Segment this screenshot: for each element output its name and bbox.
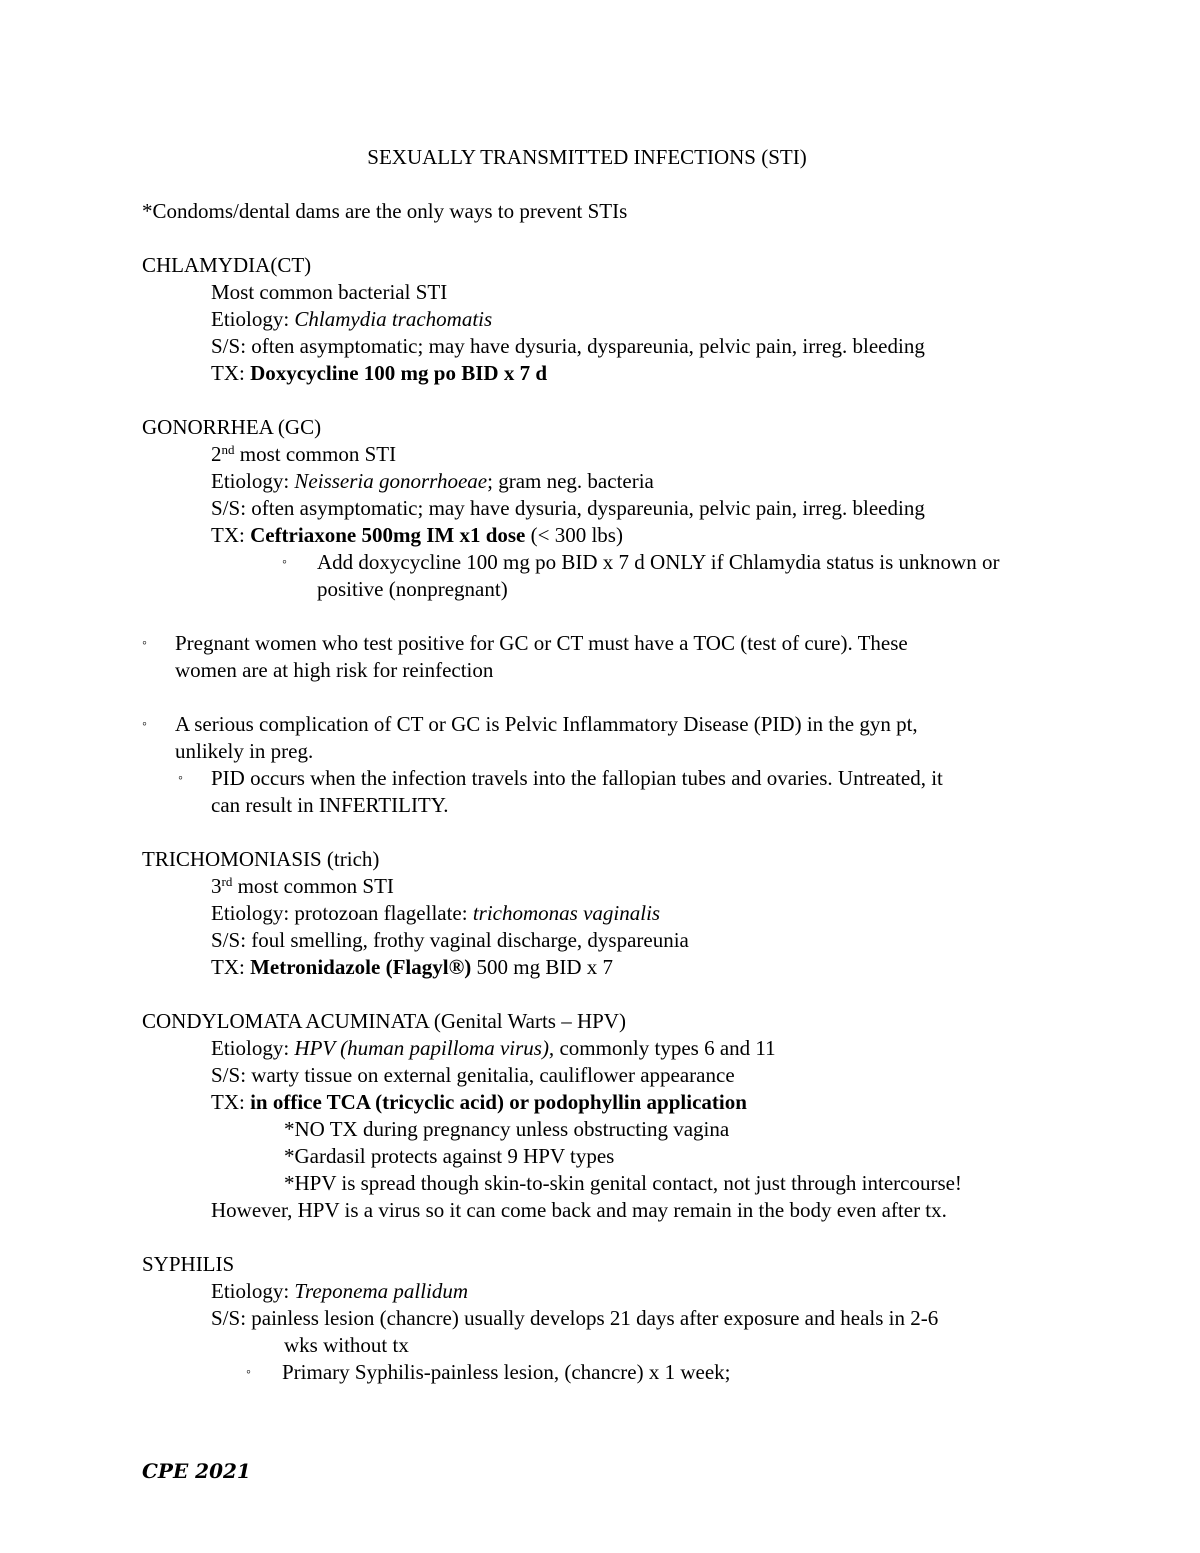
hpv-treatment: TX: in office TCA (tricyclic acid) or podophyllin application bbox=[211, 1090, 747, 1114]
hpv-etiology: Etiology: HPV (human papilloma virus), commonly types 6 and 11 bbox=[211, 1036, 776, 1060]
hpv-note: *NO TX during pregnancy unless obstructing vagina bbox=[284, 1117, 730, 1141]
document-body bbox=[142, 144, 1062, 1386]
gonorrhea-etiology: Etiology: Neisseria gonorrhoeae; gram neg. bacteria bbox=[211, 469, 654, 493]
page-title: SEXUALLY TRANSMITTED INFECTIONS (STI) bbox=[367, 145, 807, 169]
gonorrhea-heading: GONORRHEA (GC) bbox=[142, 415, 322, 439]
list-item: ◦ Primary Syphilis-painless lesion, (chancre) x 1 week; bbox=[246, 1360, 731, 1384]
chlamydia-symptoms: S/S: often asymptomatic; may have dysuria, dyspareunia, pelvic pain, irreg. bleeding bbox=[211, 334, 925, 358]
bullet-icon: ◦ bbox=[178, 771, 183, 786]
hpv-however: However, HPV is a virus so it can come back and may remain in the body even after tx. bbox=[211, 1198, 947, 1222]
hpv-note: *Gardasil protects against 9 HPV types bbox=[284, 1144, 615, 1168]
trich-symptoms: S/S: foul smelling, frothy vaginal discharge, dyspareunia bbox=[211, 928, 689, 952]
hpv-heading: CONDYLOMATA ACUMINATA (Genital Warts – HPV) bbox=[142, 1009, 626, 1033]
page-footer: CPE 2021 bbox=[142, 1459, 251, 1483]
chlamydia-common: Most common bacterial STI bbox=[211, 280, 448, 304]
bullet-icon: ◦ bbox=[142, 636, 147, 651]
gonorrhea-treatment: TX: Ceftriaxone 500mg IM x1 dose (< 300 lbs) bbox=[211, 523, 623, 547]
trich-rank: 3rd most common STI bbox=[211, 874, 394, 898]
list-item: ◦ PID occurs when the infection travels into the fallopian tubes and ovaries. Untreated, it can result in INFERTILITY. bbox=[178, 766, 943, 817]
chlamydia-etiology: Etiology: Chlamydia trachomatis bbox=[211, 307, 493, 331]
trich-heading: TRICHOMONIASIS (trich) bbox=[142, 847, 380, 871]
gonorrhea-symptoms: S/S: often asymptomatic; may have dysuria, dyspareunia, pelvic pain, irreg. bleeding bbox=[211, 496, 925, 520]
trich-treatment: TX: Metronidazole (Flagyl®) 500 mg BID x 7 bbox=[211, 955, 613, 979]
bullet-icon: ◦ bbox=[246, 1365, 251, 1380]
syphilis-symptoms-cont: wks without tx bbox=[284, 1333, 409, 1357]
gonorrhea-rank: 2nd most common STI bbox=[211, 442, 397, 466]
list-item: ◦ Add doxycycline 100 mg po BID x 7 d ONLY if Chlamydia status is unknown or positive (nonpregnant) bbox=[282, 550, 1000, 601]
syphilis-heading: SYPHILIS bbox=[142, 1252, 235, 1276]
prevention-note: *Condoms/dental dams are the only ways to prevent STIs bbox=[142, 199, 628, 223]
syphilis-symptoms: S/S: painless lesion (chancre) usually develops 21 days after exposure and heals in 2-6 bbox=[211, 1306, 939, 1330]
chlamydia-heading: CHLAMYDIA(CT) bbox=[142, 253, 312, 277]
hpv-symptoms: S/S: warty tissue on external genitalia, cauliflower appearance bbox=[211, 1063, 735, 1087]
bullet-icon: ◦ bbox=[282, 555, 287, 570]
list-item: ◦ Pregnant women who test positive for GC or CT must have a TOC (test of cure). These women are at high risk for reinfection bbox=[142, 631, 908, 682]
chlamydia-treatment: TX: Doxycycline 100 mg po BID x 7 d bbox=[211, 361, 548, 385]
list-item: ◦ A serious complication of CT or GC is Pelvic Inflammatory Disease (PID) in the gyn pt, unlikely in preg. bbox=[142, 712, 918, 763]
syphilis-etiology: Etiology: Treponema pallidum bbox=[211, 1279, 469, 1303]
trich-etiology: Etiology: protozoan flagellate: trichomonas vaginalis bbox=[211, 901, 661, 925]
hpv-note: *HPV is spread though skin-to-skin genital contact, not just through intercourse! bbox=[284, 1171, 962, 1195]
bullet-icon: ◦ bbox=[142, 717, 147, 732]
